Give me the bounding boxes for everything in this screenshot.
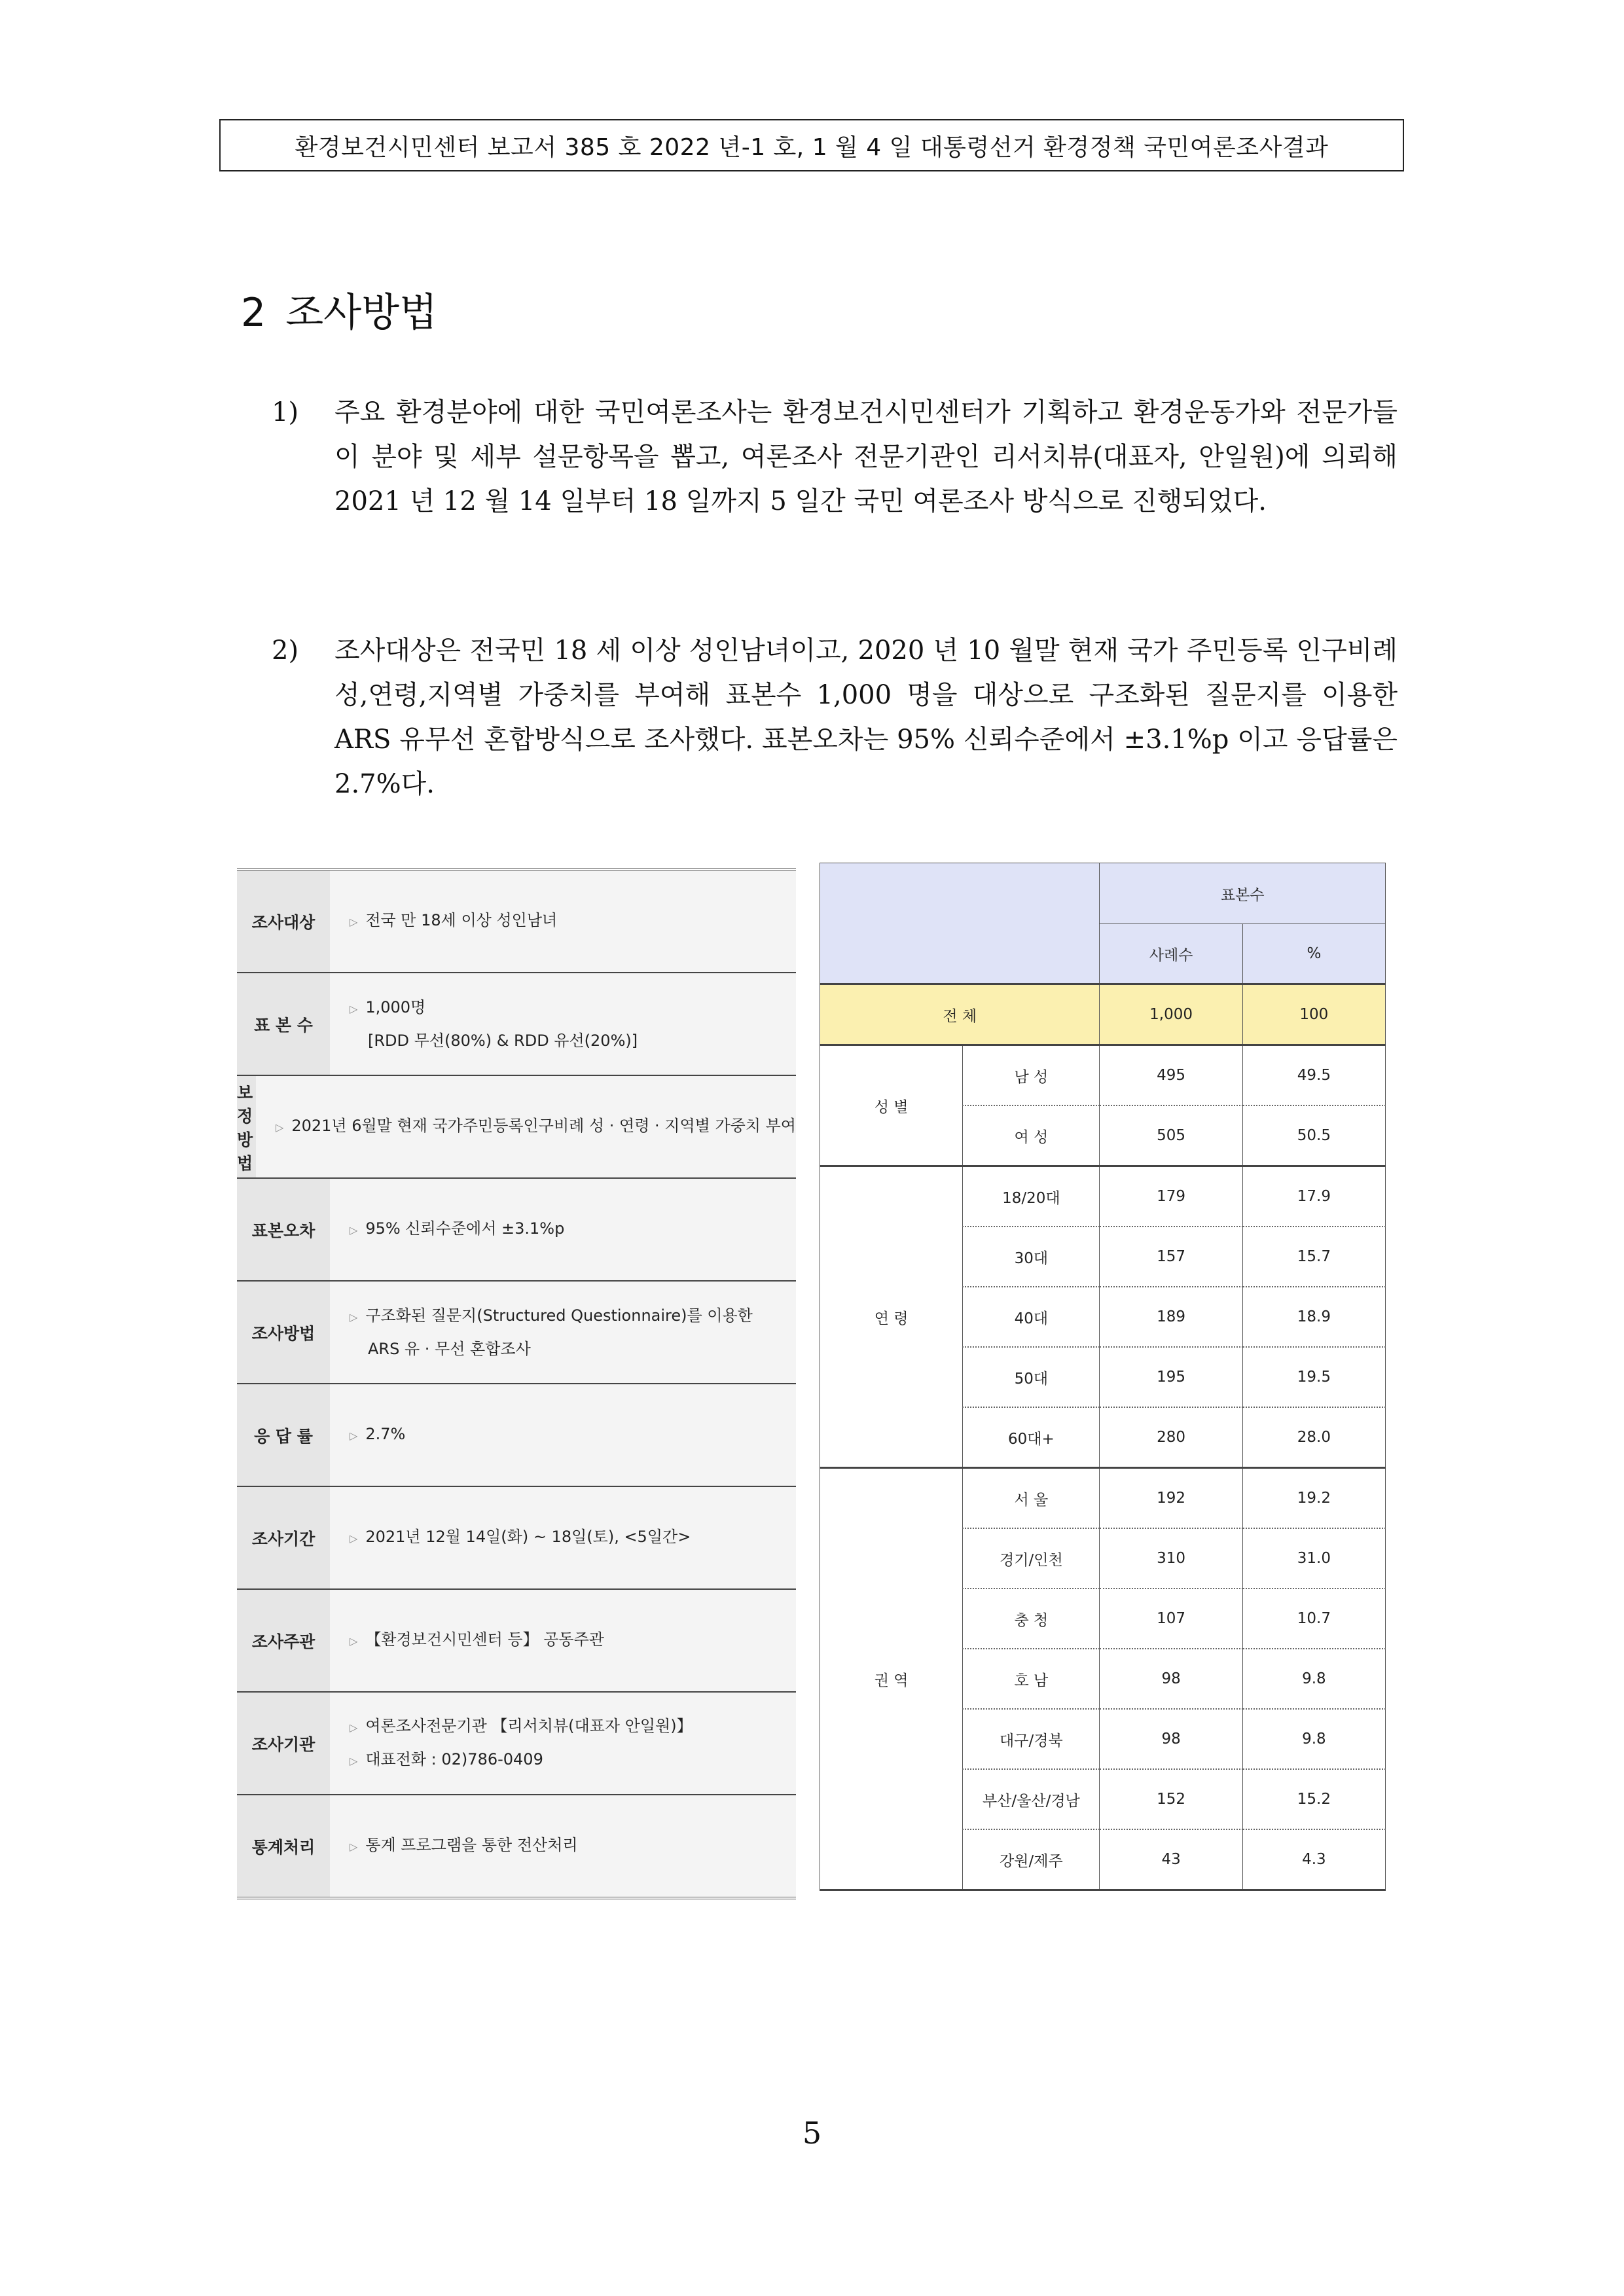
header-corner-cell <box>820 863 1100 984</box>
total-pct-cell: 100 <box>1242 984 1385 1045</box>
triangle-bullet-icon: ▷ <box>350 1754 358 1767</box>
row-pct-cell: 17.9 <box>1242 1166 1385 1227</box>
row-count-cell: 495 <box>1100 1045 1242 1106</box>
survey-row-label: 조사주관 <box>237 1590 330 1691</box>
survey-value-line <box>350 1300 796 1333</box>
page-number: 5 <box>802 2115 822 2151</box>
row-pct-cell: 9.8 <box>1242 1649 1385 1709</box>
triangle-bullet-icon: ▷ <box>350 1635 358 1647</box>
survey-value-text: 통계 프로그램을 통한 전산처리 <box>365 1836 578 1854</box>
survey-row-label: 조사기관 <box>237 1693 330 1794</box>
row-count-cell: 152 <box>1100 1769 1242 1829</box>
row-label-cell: 30대 <box>963 1227 1100 1287</box>
row-label-cell: 호 남 <box>963 1649 1100 1709</box>
survey-row-label: 표본오차 <box>237 1179 330 1280</box>
row-label-cell: 서 울 <box>963 1468 1100 1529</box>
table-header-row <box>820 863 1386 924</box>
row-label-cell: 남 성 <box>963 1045 1100 1106</box>
survey-value-line <box>350 1213 796 1246</box>
row-label-cell: 50대 <box>963 1347 1100 1407</box>
row-label-cell: 강원/제주 <box>963 1829 1100 1890</box>
survey-value-line <box>350 1418 796 1452</box>
table-row <box>820 1468 1386 1529</box>
paragraph-number: 2) <box>272 636 299 666</box>
survey-value-text: 1,000명 <box>365 998 426 1016</box>
survey-value-line <box>350 992 796 1025</box>
survey-row <box>237 1076 796 1179</box>
survey-row-label: 조사대상 <box>237 870 330 972</box>
survey-row <box>237 1795 796 1897</box>
group-label-cell: 연 령 <box>820 1166 963 1468</box>
triangle-bullet-icon: ▷ <box>350 1840 358 1853</box>
survey-value-text: 구조화된 질문지(Structured Questionnaire)를 이용한 <box>365 1306 753 1325</box>
survey-row-value <box>330 973 796 1075</box>
triangle-bullet-icon: ▷ <box>276 1121 284 1134</box>
section-title <box>241 281 437 338</box>
survey-row <box>237 1384 796 1487</box>
survey-value-line <box>350 1521 796 1554</box>
survey-value-text: 전국 만 18세 이상 성인남녀 <box>365 911 558 929</box>
header-pct-cell: % <box>1242 924 1385 984</box>
triangle-bullet-icon: ▷ <box>350 1532 358 1545</box>
row-count-cell: 505 <box>1100 1105 1242 1166</box>
row-label-cell: 경기/인천 <box>963 1528 1100 1588</box>
total-row <box>820 984 1386 1045</box>
survey-value-line <box>350 1710 796 1744</box>
row-label-cell: 40대 <box>963 1287 1100 1347</box>
row-pct-cell: 18.9 <box>1242 1287 1385 1347</box>
row-label-cell: 여 성 <box>963 1105 1100 1166</box>
survey-row <box>237 1282 796 1384</box>
survey-value-line <box>350 905 796 938</box>
table-row <box>820 1166 1386 1227</box>
survey-value-text: [RDD 무선(80%) & RDD 유선(20%)] <box>368 1031 638 1050</box>
triangle-bullet-icon: ▷ <box>350 1003 358 1015</box>
paragraph-number: 1) <box>272 397 299 427</box>
survey-row-label: 응 답 률 <box>237 1384 330 1486</box>
triangle-bullet-icon: ▷ <box>350 1721 358 1734</box>
paragraph-1 <box>272 390 1398 524</box>
survey-row-value <box>330 870 796 972</box>
survey-value-line <box>350 1624 796 1657</box>
row-label-cell: 부산/울산/경남 <box>963 1769 1100 1829</box>
row-pct-cell: 9.8 <box>1242 1709 1385 1769</box>
paragraph-text: 조사대상은 전국민 18 세 이상 성인남녀이고, 2020 년 10 월말 현재 국가 주민등록 인구비례 성,연령,지역별 가중치를 부여해 표본수 1,000 명을 대상으로 구조화된 질문지를 이용한 ARS 유무선 혼합방식으로 조사했다. 표본오차는 95% 신뢰수준에서 ±3.1%p 이고 응답률은 2.7%다. <box>334 636 1398 799</box>
survey-value-text: 여론조사전문기관 【리서치뷰(대표자 안일원)】 <box>365 1716 693 1735</box>
survey-row-label: 표 본 수 <box>237 973 330 1075</box>
group-label-cell: 권 역 <box>820 1468 963 1890</box>
paragraph-text: 주요 환경분야에 대한 국민여론조사는 환경보건시민센터가 기획하고 환경운동가와 전문가들이 분야 및 세부 설문항목을 뽑고, 여론조사 전문기관인 리서치뷰(대표자, 안일원)에 의뢰해 2021 년 12 월 14 일부터 18 일까지 5 일간 국민 여론조사 방식으로 진행되었다. <box>334 397 1398 516</box>
survey-value-text: ARS 유 · 무선 혼합조사 <box>368 1340 531 1358</box>
survey-value-line <box>350 1333 796 1365</box>
triangle-bullet-icon: ▷ <box>350 1429 358 1442</box>
triangle-bullet-icon: ▷ <box>350 1224 358 1236</box>
section-number: 2 <box>241 290 266 336</box>
report-header: 환경보건시민센터 보고서 385 호 2022 년-1 호, 1 월 4 일 대통령선거 환경정책 국민여론조사결과 <box>219 119 1404 171</box>
row-pct-cell: 28.0 <box>1242 1407 1385 1468</box>
survey-row-value <box>330 1693 796 1794</box>
survey-row <box>237 1487 796 1590</box>
survey-overview-table <box>237 868 796 1899</box>
row-count-cell: 195 <box>1100 1347 1242 1407</box>
survey-value-line <box>276 1110 796 1143</box>
survey-row <box>237 1179 796 1282</box>
row-pct-cell: 15.2 <box>1242 1769 1385 1829</box>
section-title-text: 조사방법 <box>285 290 438 336</box>
survey-value-text: 2021년 6월말 현재 국가주민등록인구비례 성 · 연령 · 지역별 가중치 부여 <box>291 1117 796 1135</box>
survey-value-text: 【환경보건시민센터 등】 공동주관 <box>365 1630 604 1649</box>
triangle-bullet-icon: ▷ <box>350 1311 358 1323</box>
row-pct-cell: 19.5 <box>1242 1347 1385 1407</box>
row-pct-cell: 15.7 <box>1242 1227 1385 1287</box>
triangle-bullet-icon: ▷ <box>350 916 358 928</box>
row-count-cell: 43 <box>1100 1829 1242 1890</box>
survey-value-line <box>350 1025 796 1056</box>
row-count-cell: 280 <box>1100 1407 1242 1468</box>
row-count-cell: 157 <box>1100 1227 1242 1287</box>
row-count-cell: 192 <box>1100 1468 1242 1529</box>
survey-row-label: 통계처리 <box>237 1795 330 1897</box>
row-label-cell: 충 청 <box>963 1588 1100 1649</box>
group-label-cell: 성 별 <box>820 1045 963 1166</box>
row-pct-cell: 4.3 <box>1242 1829 1385 1890</box>
row-pct-cell: 50.5 <box>1242 1105 1385 1166</box>
survey-value-text: 2.7% <box>365 1425 406 1443</box>
row-label-cell: 18/20대 <box>963 1166 1100 1227</box>
row-count-cell: 98 <box>1100 1649 1242 1709</box>
row-count-cell: 310 <box>1100 1528 1242 1588</box>
survey-row <box>237 870 796 973</box>
survey-row-value <box>330 1384 796 1486</box>
survey-value-text: 2021년 12월 14일(화) ~ 18일(토), <5일간> <box>365 1528 691 1546</box>
survey-row <box>237 1693 796 1795</box>
survey-row-value <box>330 1795 796 1897</box>
table-row <box>820 1045 1386 1106</box>
survey-row-label: 보정방법 <box>237 1076 256 1177</box>
survey-row-value <box>256 1076 796 1177</box>
survey-value-text: 95% 신뢰수준에서 ±3.1%p <box>365 1219 565 1238</box>
total-count-cell: 1,000 <box>1100 984 1242 1045</box>
row-count-cell: 179 <box>1100 1166 1242 1227</box>
survey-row-label: 조사방법 <box>237 1282 330 1383</box>
header-group-cell: 표본수 <box>1100 863 1386 924</box>
header-count-cell: 사례수 <box>1100 924 1242 984</box>
survey-row-value <box>330 1487 796 1588</box>
survey-row-value <box>330 1179 796 1280</box>
row-pct-cell: 31.0 <box>1242 1528 1385 1588</box>
survey-row <box>237 1590 796 1693</box>
row-pct-cell: 10.7 <box>1242 1588 1385 1649</box>
row-label-cell: 60대+ <box>963 1407 1100 1468</box>
row-count-cell: 98 <box>1100 1709 1242 1769</box>
paragraph-2 <box>272 628 1398 806</box>
survey-row-label: 조사기간 <box>237 1487 330 1588</box>
row-pct-cell: 19.2 <box>1242 1468 1385 1529</box>
row-count-cell: 189 <box>1100 1287 1242 1347</box>
row-pct-cell: 49.5 <box>1242 1045 1385 1106</box>
survey-row <box>237 973 796 1076</box>
survey-value-text: 대표전화 : 02)786-0409 <box>365 1749 543 1768</box>
total-label-cell: 전 체 <box>820 984 1100 1045</box>
sample-distribution-table <box>820 863 1386 1891</box>
survey-value-line <box>350 1744 796 1777</box>
survey-row-value <box>330 1590 796 1691</box>
row-label-cell: 대구/경북 <box>963 1709 1100 1769</box>
survey-row-value <box>330 1282 796 1383</box>
survey-value-line <box>350 1829 796 1863</box>
row-count-cell: 107 <box>1100 1588 1242 1649</box>
